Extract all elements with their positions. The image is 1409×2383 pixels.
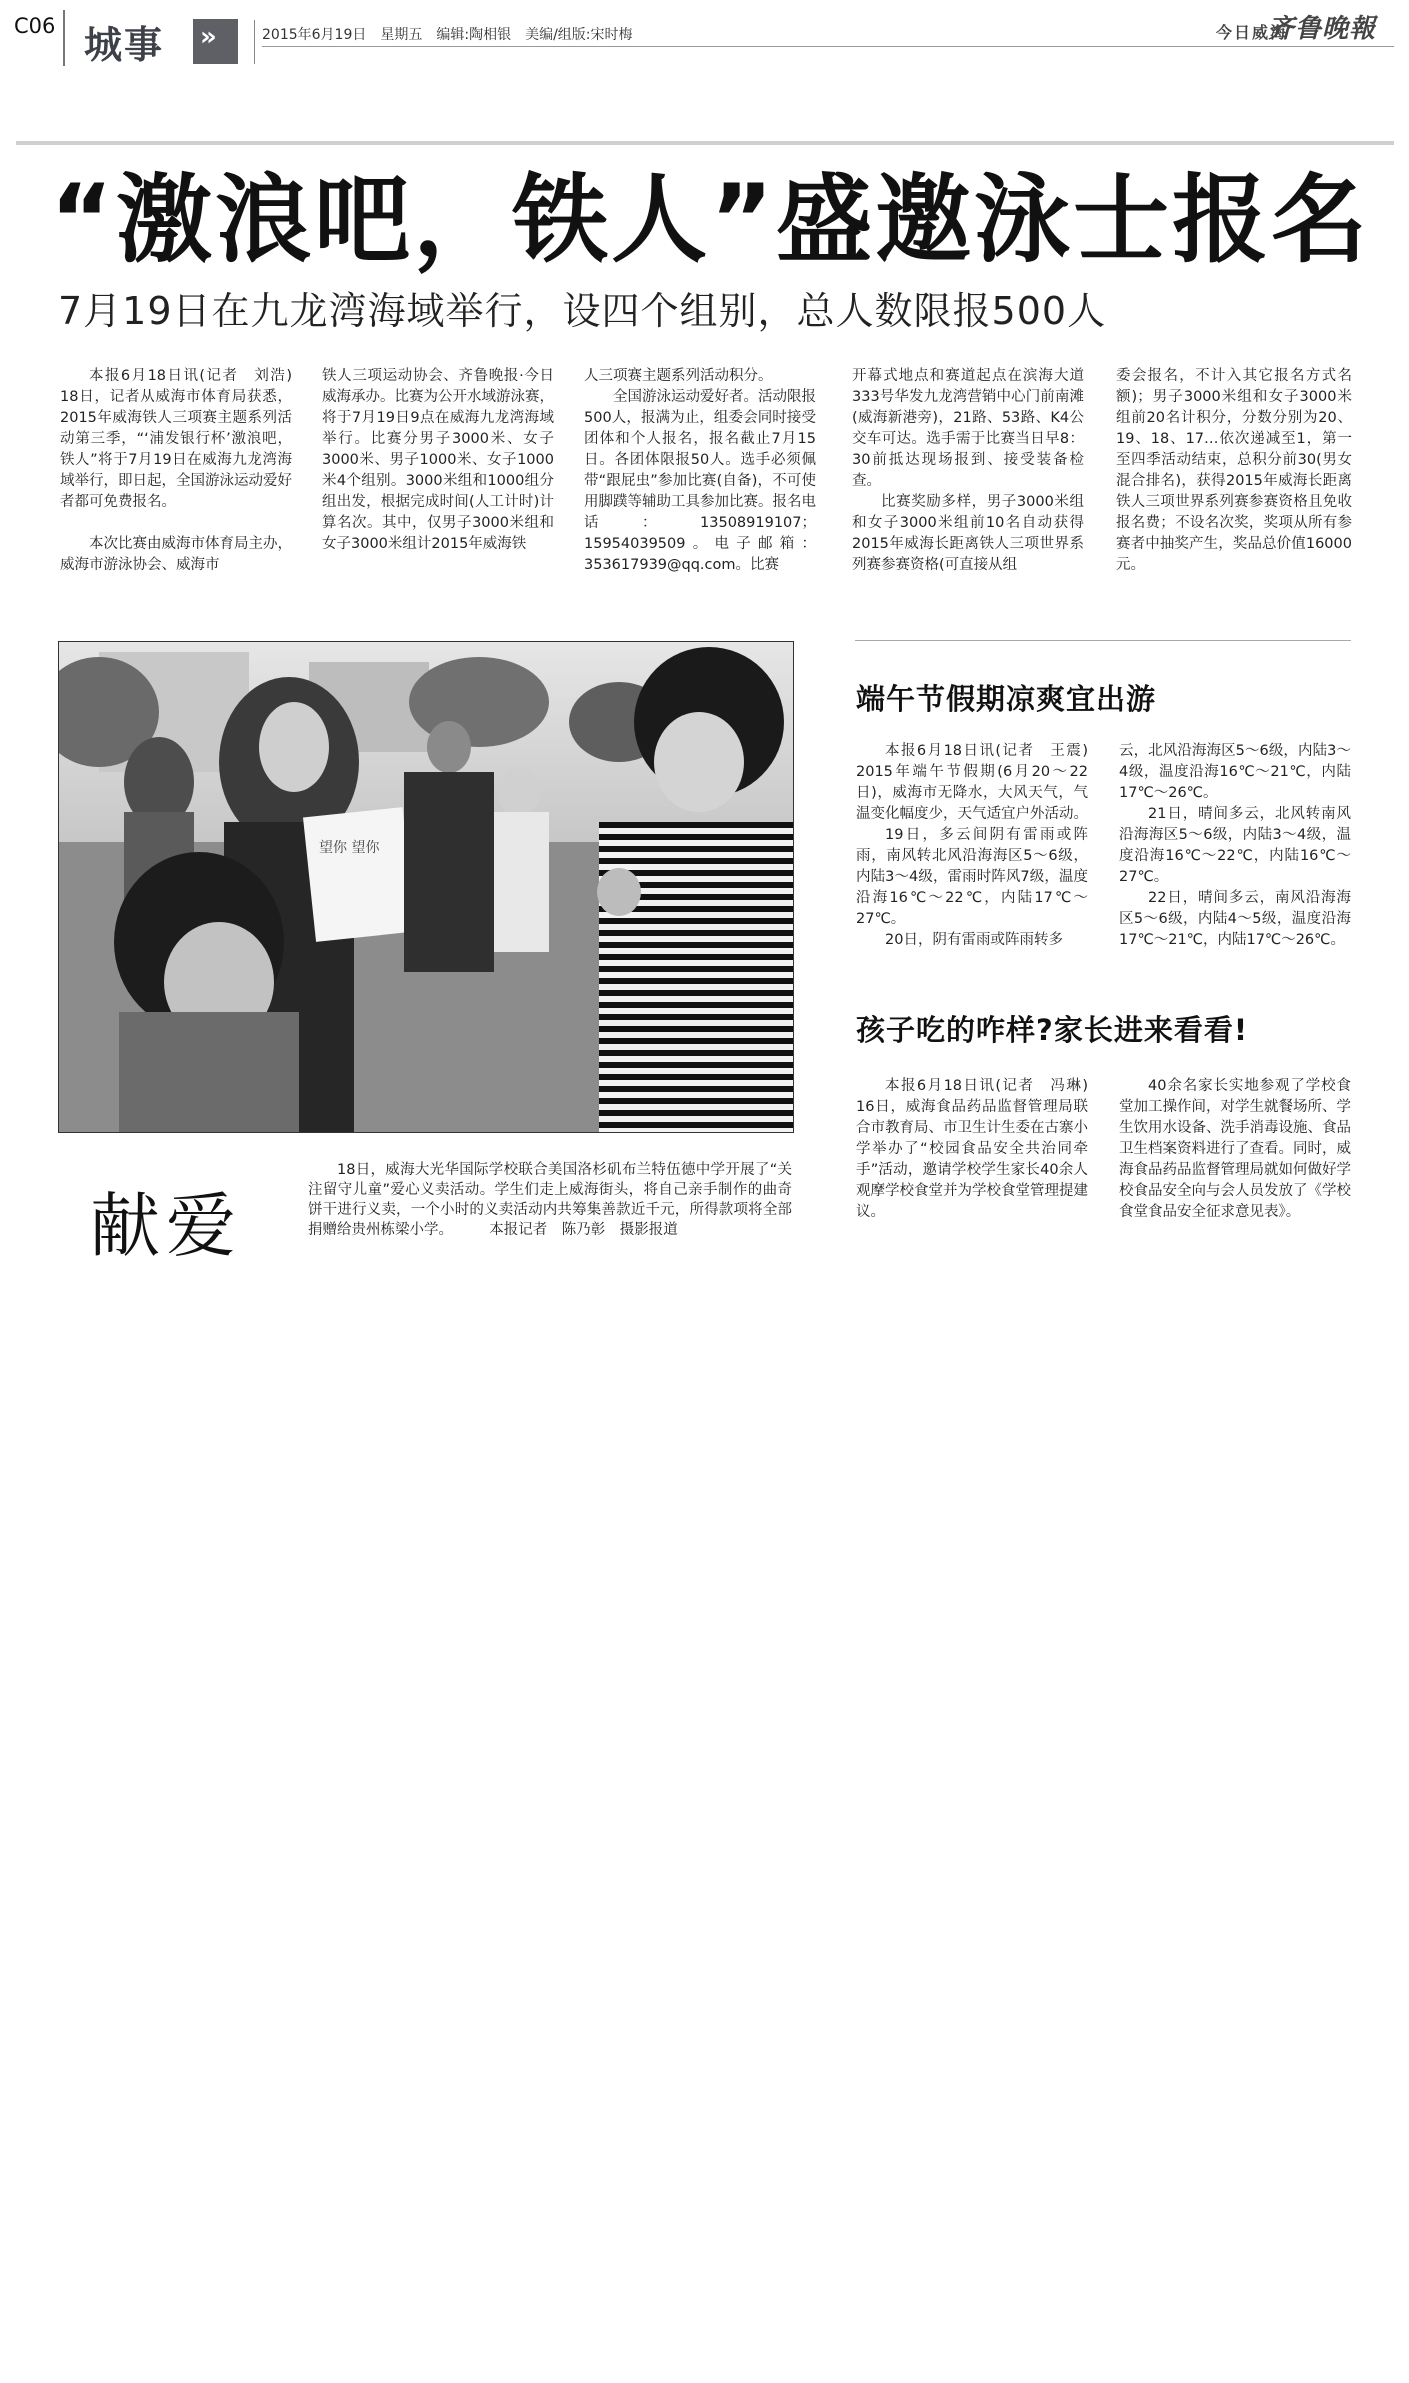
header-rule bbox=[262, 46, 1394, 47]
photo-caption bbox=[308, 1160, 792, 1240]
paragraph: 20日，阴有雷雨或阵雨转多 bbox=[885, 932, 1063, 948]
article-column-1 bbox=[60, 366, 307, 576]
article-2-column-1 bbox=[856, 741, 1103, 951]
caption-paragraph: 18日，威海大光华国际学校联合美国洛杉矶布兰特伍德中学开展了“关注留守儿童”爱心义卖活动。学生们走上威海街头，将自己亲手制作的曲奇饼干进行义卖，一个小时的义卖活动内共筹集善款近千元，所得款项将全部捐赠给贵州栋梁小学。 本报记者 陈乃彰 摄影报道 bbox=[308, 1162, 792, 1238]
sign-text: 望你 望你 bbox=[319, 840, 380, 856]
paragraph: 本次比赛由威海市体育局主办，威海市游泳协会、威海市 bbox=[60, 536, 292, 573]
paragraph: 22日，晴间多云，南风沿海海区5～6级，内陆4～5级，温度沿海17℃～21℃，内陆17℃～26℃。 bbox=[1119, 890, 1351, 948]
paragraph: 全国游泳运动爱好者。活动限报500人，报满为止，组委会同时接受团体和个人报名，报名截止7月15日。各团体限报50人。选手必须佩带“跟屁虫”参加比赛(自备)，不可使用脚蹼等辅助工具参加比赛。报名电话：13508919107；15954039509。电子邮箱：353617939@qq.com。比赛 bbox=[584, 389, 816, 573]
paragraph: 本报6月18日讯(记者 王震) 2015年端午节假期(6月20～22日)，威海市无降水，大风天气，气温变化幅度少，天气适宜户外活动。 bbox=[856, 743, 1103, 822]
paragraph: 40余名家长实地参观了学校食堂加工操作间，对学生就餐场所、学生饮用水设备、洗手消毒设施、食品卫生档案资料进行了查看。同时，威海食品药品监督管理局就如何做好学校食品安全向与会人员发放了《学校食堂食品安全征求意见表》。 bbox=[1119, 1078, 1351, 1220]
photo-illustration bbox=[59, 642, 794, 1133]
article-2-title: 端午节假期凉爽宜出游 bbox=[856, 682, 1157, 716]
paragraph: 本报6月18日讯(记者 冯琳) 16日，威海食品药品监督管理局联合市教育局、市卫生计生委在古寨小学举办了“校园食品安全共治同牵手”活动，邀请学校学生家长40余人观摩学校食堂并为学校食堂管理提建议。 bbox=[856, 1078, 1103, 1220]
section-rule bbox=[855, 640, 1351, 641]
paragraph: 19日，多云间阴有雷雨或阵雨，南风转北风沿海海区5～6级，内陆3～4级，雷雨时阵风7级，温度沿海16℃～22℃，内陆17℃～27℃。 bbox=[856, 827, 1088, 927]
article-column-2 bbox=[322, 366, 554, 555]
top-rule bbox=[16, 141, 1394, 145]
section-arrow-icon bbox=[193, 19, 238, 64]
paragraph: 人三项赛主题系列活动积分。 bbox=[584, 368, 773, 384]
paragraph: 开幕式地点和赛道起点在滨海大道333号华发九龙湾营销中心门前南滩(威海新港旁)，21路、53路、K4公交车可达。选手需于比赛当日早8：30前抵达现场报到、接受装备检查。 bbox=[852, 368, 1084, 489]
paragraph: 委会报名，不计入其它报名方式名额)；男子3000米组和女子3000米组前20名计积分，分数分别为20、19、18、17…依次递减至1，第一至四季活动结束，总积分前30(男女混合排名)，获得2015年威海长距离铁人三项世界系列赛参赛资格且免收报名费；不设名次奖，奖项从所有参赛者中抽奖产生，奖品总价值16000元。 bbox=[1116, 368, 1352, 573]
article-3-column-1 bbox=[856, 1076, 1103, 1223]
news-photo bbox=[58, 641, 794, 1133]
issue-meta: 2015年6月19日 星期五 编辑:陶相银 美编/组版:宋时梅 bbox=[262, 27, 633, 43]
photo-caption-title: 献爱 bbox=[90, 1185, 242, 1267]
meta-divider bbox=[254, 20, 255, 64]
article-3-title: 孩子吃的咋样?家长进来看看! bbox=[856, 1013, 1249, 1047]
newspaper-logo: 齐鲁晚報 bbox=[1268, 14, 1377, 44]
article-3-column-2 bbox=[1119, 1076, 1351, 1223]
paragraph: 21日，晴间多云，北风转南风沿海海区5～6级，内陆3～4级，温度沿海16℃～22℃，内陆16℃～27℃。 bbox=[1119, 806, 1351, 885]
paragraph: 云，北风沿海海区5～6级，内陆3～4级，温度沿海16℃～21℃，内陆17℃～26℃。 bbox=[1119, 743, 1351, 801]
article-2-column-2 bbox=[1119, 741, 1351, 951]
article-column-5 bbox=[1116, 366, 1352, 576]
headline: “激浪吧，铁人”盛邀泳士报名 bbox=[50, 164, 1371, 276]
paragraph: 铁人三项运动协会、齐鲁晚报·今日威海承办。比赛为公开水域游泳赛，将于7月19日9点在威海九龙湾海域举行。比赛分男子3000米、女子3000米、男子1000米、女子1000米4个组别。3000米组和1000组分组出发，根据完成时间(人工计时)计算名次。其中，仅男子3000米组和女子3000米组计2015年威海铁 bbox=[322, 368, 554, 552]
brand-subtitle: 今日威海 bbox=[1216, 23, 1289, 42]
article-column-3 bbox=[584, 366, 816, 576]
section-title: 城事 bbox=[84, 22, 165, 67]
article-column-4 bbox=[852, 366, 1084, 576]
header-divider bbox=[63, 10, 65, 66]
section-arrow-glyph: » bbox=[200, 22, 217, 52]
paragraph: 比赛奖励多样，男子3000米组和女子3000米组前10名自动获得2015年威海长距离铁人三项世界系列赛参赛资格(可直接从组 bbox=[852, 494, 1084, 573]
subheadline: 7月19日在九龙湾海域举行，设四个组别，总人数限报500人 bbox=[58, 289, 1107, 333]
page-number: C06 bbox=[14, 14, 56, 38]
paragraph: 本报6月18日讯(记者 刘浩) 18日，记者从威海市体育局获悉，2015年威海铁人三项赛主题系列活动第三季，“‘浦发银行杯’激浪吧，铁人”将于7月19日在威海九龙湾海域举行，即日起，全国游泳运动爱好者都可免费报名。 bbox=[60, 368, 307, 510]
